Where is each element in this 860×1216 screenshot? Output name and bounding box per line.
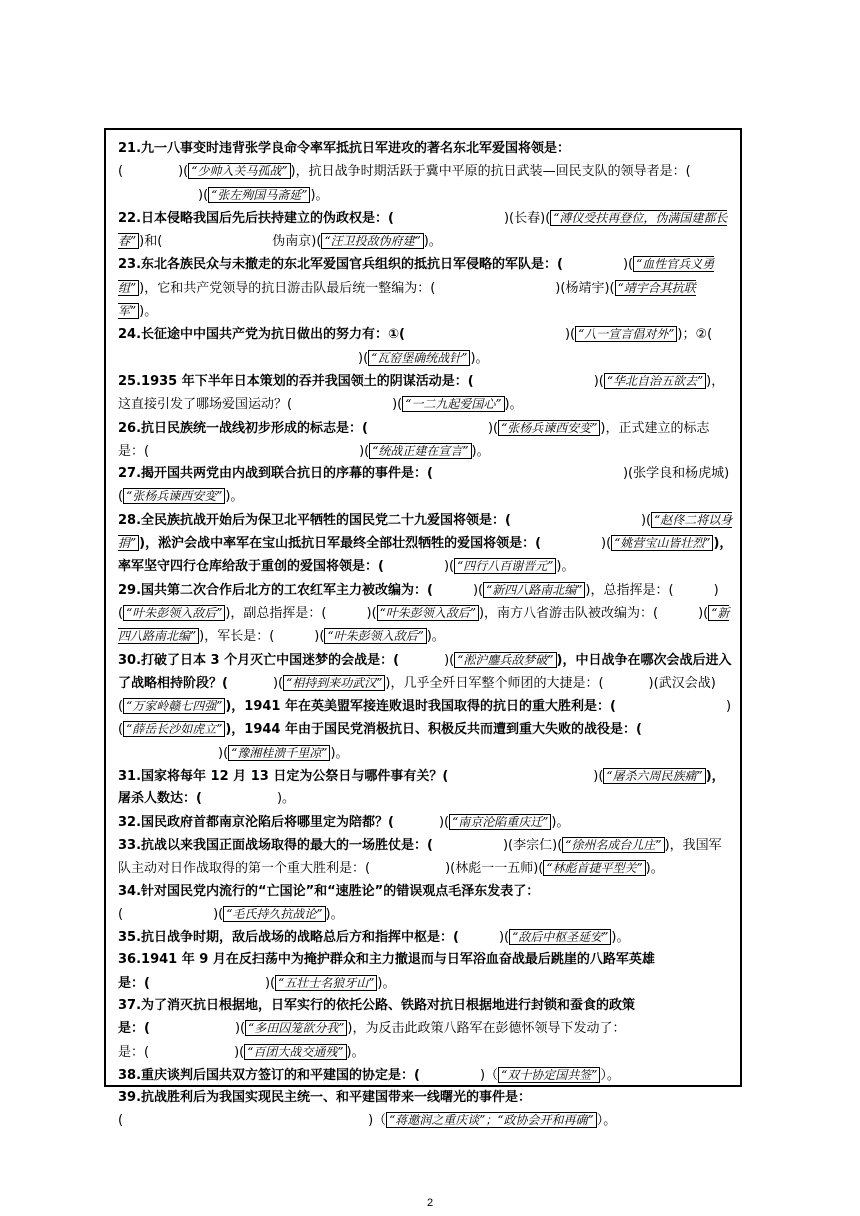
question-text: 九一八事变时违背张学良命令率军抵抗日军进攻的著名东北军爱国将领是：	[141, 141, 571, 156]
question-text: )。	[551, 814, 570, 830]
mnemonic-answer: “靖宇合其抗联军”	[118, 280, 696, 319]
question-number: 30.	[118, 652, 142, 668]
mnemonic-answer: “溥仪受扶再登位，伪满国建都长春”	[118, 210, 728, 249]
question-number: 36.	[118, 952, 142, 968]
question-text: )。	[426, 629, 445, 645]
question-text: 抗战胜利后为我国实现民主统一、和平建国带来一线曙光的事件是：	[141, 1090, 532, 1106]
question-text: ）。	[600, 1067, 620, 1083]
question-text: 抗日民族统一战线初步形成的标志是：(	[141, 420, 368, 436]
question-text: )，副总指挥是：(	[225, 605, 327, 621]
question-item	[118, 207, 733, 254]
question-number: 28.	[118, 512, 142, 528]
question-text: )，1941 年在英美盟军接连败退时我国取得的抗日的重大胜利是：(	[225, 699, 616, 715]
question-number: 27.	[118, 466, 142, 482]
question-text: )。	[471, 443, 490, 459]
question-number: 23.	[118, 257, 142, 273]
question-text: 是：(	[118, 975, 150, 991]
mnemonic-answer: “新四八路南北编”	[118, 605, 730, 644]
question-text: )。	[611, 930, 630, 946]
question-text: )(	[234, 1021, 246, 1037]
question-text: )(	[178, 164, 189, 180]
question-item	[118, 509, 733, 579]
question-text: )，它和共产党领导的抗日游击队最后统一整编为：(	[139, 280, 436, 296]
question-text: 长征途中中国共产党为抗日做出的努力有：①(	[141, 327, 405, 343]
question-item	[118, 881, 733, 927]
mnemonic-answer: “张杨兵谏西安变”	[498, 420, 600, 436]
question-item	[118, 579, 733, 649]
question-number: 32.	[118, 814, 142, 830]
question-text: 打破了日本 3 个月灭亡中国迷梦的会战是：(	[141, 652, 400, 668]
question-text: )，南方八省游击队被改编为：(	[478, 605, 659, 621]
mnemonic-answer: “统战正建在宣言”	[369, 443, 471, 459]
question-number: 29.	[118, 582, 142, 598]
question-text: )(	[564, 327, 576, 343]
question-number: 24.	[118, 327, 142, 343]
question-text: )，正式建立的标志是：(	[118, 420, 710, 459]
question-number: 35.	[118, 930, 142, 946]
question-text: )；②(	[677, 327, 713, 343]
question-text: )(杨靖宇)(	[555, 280, 615, 296]
question-number: 34.	[118, 883, 142, 899]
question-number: 33.	[118, 837, 142, 853]
mnemonic-answer: “淞沪鏖兵敌梦破”	[454, 652, 556, 668]
mnemonic-answer: “叶朱彭领入敌后”	[377, 605, 479, 621]
mnemonic-answer: “五壮士名狼牙山”	[275, 975, 377, 991]
question-text: )(	[118, 699, 732, 738]
question-text: ）。	[596, 1113, 617, 1129]
question-text: )(	[314, 629, 325, 645]
question-text: 国家将每年 12 月 13 日定为公祭日与哪件事有关？(	[141, 769, 449, 785]
question-text: )，抗日战争时期活跃于冀中平原的抗日武装—回民支队的领导者是：(	[290, 164, 691, 180]
question-text: 抗战以来我国正面战场取得的最大的一场胜仗是：(	[141, 837, 433, 853]
question-text: )。	[139, 304, 158, 320]
question-text: )(	[593, 373, 604, 389]
mnemonic-answer: “叶朱彭领入敌后”	[123, 605, 225, 621]
question-text: )(	[392, 397, 403, 413]
question-text: )(	[359, 443, 370, 459]
question-text: )，几乎全歼日军整个师团的大捷是：(	[385, 675, 604, 691]
question-text: )，这直接引发了哪场爱国运动？(	[118, 373, 725, 413]
question-text: )(	[640, 512, 652, 528]
question-item	[118, 1087, 733, 1133]
question-text: (	[118, 164, 124, 180]
question-text: )，淞沪会战中率军在宝山抵抗日军最终全部壮烈牺牲的爱国将领是：(	[139, 536, 542, 552]
mnemonic-answer: “南京沦陷重庆迁”	[449, 814, 551, 830]
question-item	[118, 949, 733, 995]
question-text: )。	[556, 559, 575, 575]
question-text: 伪南京)(	[272, 234, 322, 250]
question-list	[118, 138, 733, 1133]
question-text: )(	[444, 652, 455, 668]
question-item	[118, 811, 733, 834]
mnemonic-answer: “屠杀六周民族痛”	[603, 768, 705, 784]
mnemonic-answer: “相持到来功武汉”	[283, 675, 385, 691]
question-number: 25.	[118, 373, 142, 389]
question-number: 26.	[118, 420, 142, 436]
mnemonic-answer: “四行八百谢晋元”	[454, 558, 556, 574]
question-number: 31.	[118, 769, 142, 785]
mnemonic-answer: “瓦窑堡确统战针”	[368, 350, 470, 366]
question-text: 是：(	[118, 1044, 150, 1060]
question-text: 日本侵略我国后先后扶持建立的伪政权是：(	[141, 210, 394, 226]
question-number: 21.	[118, 141, 142, 156]
mnemonic-answer: “新四八路南北编”	[483, 582, 585, 598]
question-text: )，总指挥是：(	[585, 582, 674, 598]
question-text: )(	[593, 769, 604, 785]
question-text: 抗日战争时期，敌后战场的战略总后方和指挥中枢是：(	[141, 930, 459, 946]
question-text: )(	[218, 745, 229, 761]
question-item	[118, 417, 733, 464]
question-text: )(	[438, 814, 450, 830]
question-text: )(张学良和杨虎城)(	[118, 466, 730, 505]
question-item	[118, 765, 733, 811]
question-text: )(李宗仁)(	[502, 837, 563, 853]
question-number: 37.	[118, 997, 142, 1013]
question-item	[118, 834, 733, 881]
mnemonic-answer: “毛氏持久抗战论”	[223, 906, 325, 922]
question-text: )。	[310, 187, 329, 203]
question-text: )（	[368, 1113, 387, 1129]
question-text: )。	[346, 1044, 365, 1060]
mnemonic-answer: “万家岭赣七四强”	[123, 698, 225, 714]
question-text: (	[118, 1113, 124, 1129]
question-number: 39.	[118, 1090, 142, 1106]
question-text: )（	[479, 1067, 499, 1083]
question-text: )。	[330, 745, 349, 761]
question-text: )(	[472, 582, 484, 598]
question-item	[118, 463, 733, 509]
mnemonic-answer: “薛岳长沙如虎立”	[123, 721, 225, 737]
question-text: )(	[213, 906, 224, 922]
mnemonic-answer: “敌后中枢圣延安”	[509, 929, 611, 945]
question-text: )。	[377, 975, 396, 991]
question-text: )(	[198, 187, 209, 203]
mnemonic-answer: “多田囚笼欲分我”	[245, 1020, 347, 1036]
question-text: )(	[601, 536, 612, 552]
question-item	[118, 370, 733, 417]
mnemonic-answer: “血性官兵义勇组”	[118, 257, 715, 295]
question-text: 是：(	[118, 1021, 150, 1037]
question-text: )，屠杀人数达：(	[118, 769, 725, 807]
question-item	[118, 649, 733, 765]
mnemonic-answer: “豫湘桂溃千里凉”	[228, 745, 330, 761]
question-text: )。	[276, 791, 296, 807]
mnemonic-answer: “姚营宝山皆壮烈”	[611, 535, 713, 551]
question-text: )(	[698, 605, 709, 621]
question-text: 国共第二次合作后北方的工农红军主力被改编为：(	[141, 582, 433, 598]
question-text: 针对国民党内流行的“亡国论”和“速胜论”的错误观点毛泽东发表了：	[141, 883, 540, 899]
question-number: 38.	[118, 1067, 142, 1083]
question-text: )，率军坚守四行仓库给敌于重创的爱国将领是：(	[118, 536, 733, 575]
question-text: )，我国军队主动对日作战取得的第一个重大胜利是：(	[118, 837, 722, 877]
page-number: 2	[426, 1197, 434, 1209]
mnemonic-answer: “赵佟二将以身捐”	[118, 512, 733, 551]
question-text: )(	[358, 350, 369, 366]
question-item	[118, 1064, 733, 1087]
question-text: )，中日战争在哪次会战后进入了战略相持阶段？(	[118, 652, 732, 691]
mnemonic-answer: “一二九起爱国心”	[402, 396, 504, 412]
question-text: )(	[272, 675, 284, 691]
question-text: )。	[470, 350, 489, 366]
question-item	[118, 323, 733, 370]
question-text: )(	[487, 420, 499, 436]
question-text: )(	[264, 975, 276, 991]
question-text: )，为反击此政策八路军在彭德怀领导下发动了：	[347, 1021, 626, 1037]
question-text: )(	[443, 559, 455, 575]
question-item	[118, 253, 733, 323]
question-text: 重庆谈判后国共双方签订的和平建国的协定是：(	[141, 1067, 420, 1083]
question-text: 为了消灭抗日根据地，日军实行的依托公路、铁路对抗日根据地进行封锁和蚕食的政策	[141, 997, 636, 1013]
mnemonic-answer: “汪卫投敌伪府建”	[321, 233, 423, 249]
question-number: 22.	[118, 210, 142, 226]
question-text: )(	[622, 257, 634, 273]
question-text: )，1944 年由于国民党消极抗日、积极反共而遭到重大失败的战役是：(	[225, 722, 642, 738]
mnemonic-answer: “蒋邀润之重庆谈”；“政协会开和再确”	[386, 1112, 597, 1128]
question-text: )。	[645, 861, 664, 877]
question-item	[118, 995, 733, 1064]
question-text: )。	[504, 397, 523, 413]
question-text: )(	[366, 605, 377, 621]
mnemonic-answer: “华北自治五欲去”	[604, 373, 706, 389]
mnemonic-answer: “张左殉国马斋延”	[208, 187, 310, 203]
question-text: 东北各族民众与未撤走的东北军爱国官兵组织的抵抗日军侵略的军队是：(	[141, 257, 563, 273]
mnemonic-answer: “少帅入关马孤战”	[188, 163, 290, 179]
mnemonic-answer: “叶朱彭领入敌后”	[324, 628, 426, 644]
mnemonic-answer: “林彪首捷平型关”	[543, 860, 645, 876]
question-text: )(武汉会战)(	[118, 675, 716, 715]
question-text: 1941 年 9 月在反扫荡中为掩护群众和主力撤退而与日军浴血奋战最后跳崖的八路军英雄	[141, 952, 655, 968]
question-item	[118, 138, 733, 207]
question-text: )(	[498, 930, 510, 946]
question-text: 揭开国共两党由内战到联合抗日的序幕的事件是：(	[141, 466, 433, 482]
question-text: 国民政府首都南京沦陷后将哪里定为陪都？(	[141, 814, 394, 830]
mnemonic-answer: “百团大战交通残”	[244, 1044, 346, 1060]
question-text: )(长春)(	[503, 210, 551, 226]
question-text: )和(	[139, 234, 163, 250]
question-text: )(林彪一一五师)(	[445, 861, 544, 877]
mnemonic-answer: “八一宣言倡对外”	[575, 326, 677, 342]
question-text: )。	[325, 906, 344, 922]
question-item	[118, 926, 733, 949]
question-text: 全民族抗战开始后为保卫北平牺牲的国民党二十九爱国将领是：(	[141, 512, 511, 528]
question-text: )(	[118, 582, 719, 621]
question-text: )。	[423, 234, 442, 250]
question-text: 1935 年下半年日本策划的吞并我国领土的阴谋活动是：(	[141, 373, 474, 389]
mnemonic-answer: “张杨兵谏西安变”	[123, 488, 225, 504]
question-text: )(	[234, 1044, 245, 1060]
question-text: )，军长是：(	[199, 629, 275, 645]
question-text: (	[118, 906, 124, 922]
mnemonic-answer: “双十协定国共签”	[498, 1067, 600, 1083]
mnemonic-answer: “徐州名成台儿庄”	[562, 837, 664, 853]
question-text: )。	[225, 489, 244, 505]
